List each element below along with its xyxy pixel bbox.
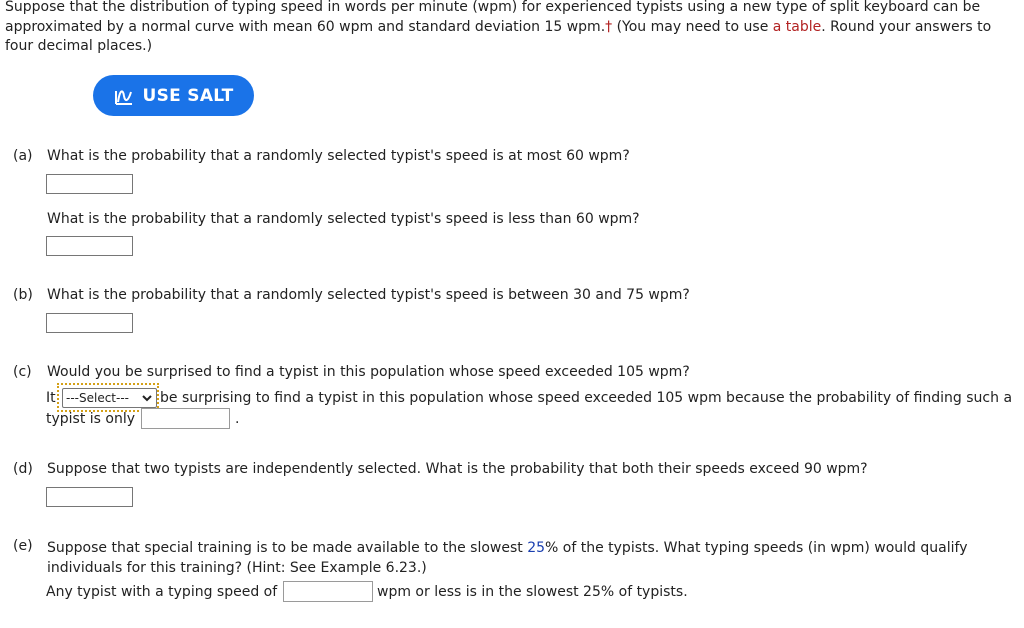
part-c-period: . [235,411,240,427]
use-salt-button[interactable] [93,75,254,116]
intro-line-2-text: approximated by a normal curve with mean 60 wpm and standard deviation 15 wpm. [5,18,606,35]
problem-intro [5,0,1015,57]
surprise-select-value: ---Select--- [66,391,129,405]
part-d-question: Suppose that two typists are independently selected. What is the probability that both their speeds exceed 90 wpm? [47,461,868,477]
part-a-answer-1-input[interactable] [46,174,133,194]
part-e-text-b: % of the typists. What typing speeds (in wpm) would qualify [545,540,968,556]
part-e-answer-prefix: Any typist with a typing speed of [46,584,278,600]
intro-line-3: four decimal places.) [5,38,153,54]
intro-line-2-end: . Round your answers to [821,18,992,35]
part-b-label: (b) [13,287,33,303]
part-d-answer-input[interactable] [46,487,133,507]
part-e-speed-input[interactable] [283,581,373,602]
part-c-it: It [46,390,56,406]
part-e-answer-suffix: wpm or less is in the slowest 25% of typists. [377,584,688,600]
chevron-down-icon [142,393,152,403]
part-a-label: (a) [13,148,33,164]
part-c-continuation: be surprising to find a typist in this population whose speed exceeded 105 wpm because the probability of finding such a [160,390,1013,406]
part-b-answer-input[interactable] [46,313,133,333]
part-e-question [47,538,1007,578]
part-e-line-2: individuals for this training? (Hint: See Example 6.23.) [47,560,427,576]
intro-line-2 [5,18,1015,38]
use-salt-label: USE SALT [142,85,234,106]
part-e-text-a: Suppose that special training is to be made available to the slowest [47,540,528,556]
part-a-question-2: What is the probability that a randomly selected typist's speed is less than 60 wpm? [47,211,640,227]
footnote-dagger[interactable]: † [605,18,613,35]
intro-line-1: Suppose that the distribution of typing speed in words per minute (wpm) for experienced typists using a new type of split keyboard can be [5,0,981,15]
salt-icon [114,87,134,105]
part-c-probability-input[interactable] [141,408,230,429]
part-b-question: What is the probability that a randomly selected typist's speed is between 30 and 75 wpm? [47,287,690,303]
part-c-question: Would you be surprised to find a typist in this population whose speed exceeded 105 wpm? [47,364,690,380]
part-e-line-1 [47,538,1007,558]
table-link[interactable]: a table [772,18,822,35]
part-c-line-3: typist is only [46,411,136,427]
surprise-select[interactable] [62,388,157,408]
percent-value: 25 [527,540,546,556]
part-c-label: (c) [13,364,32,380]
part-d-label: (d) [13,461,33,477]
part-a-question-1: What is the probability that a randomly selected typist's speed is at most 60 wpm? [47,148,630,164]
part-a-answer-2-input[interactable] [46,236,133,256]
part-e-label: (e) [13,538,33,554]
intro-line-2-mid: (You may need to use [612,18,773,35]
